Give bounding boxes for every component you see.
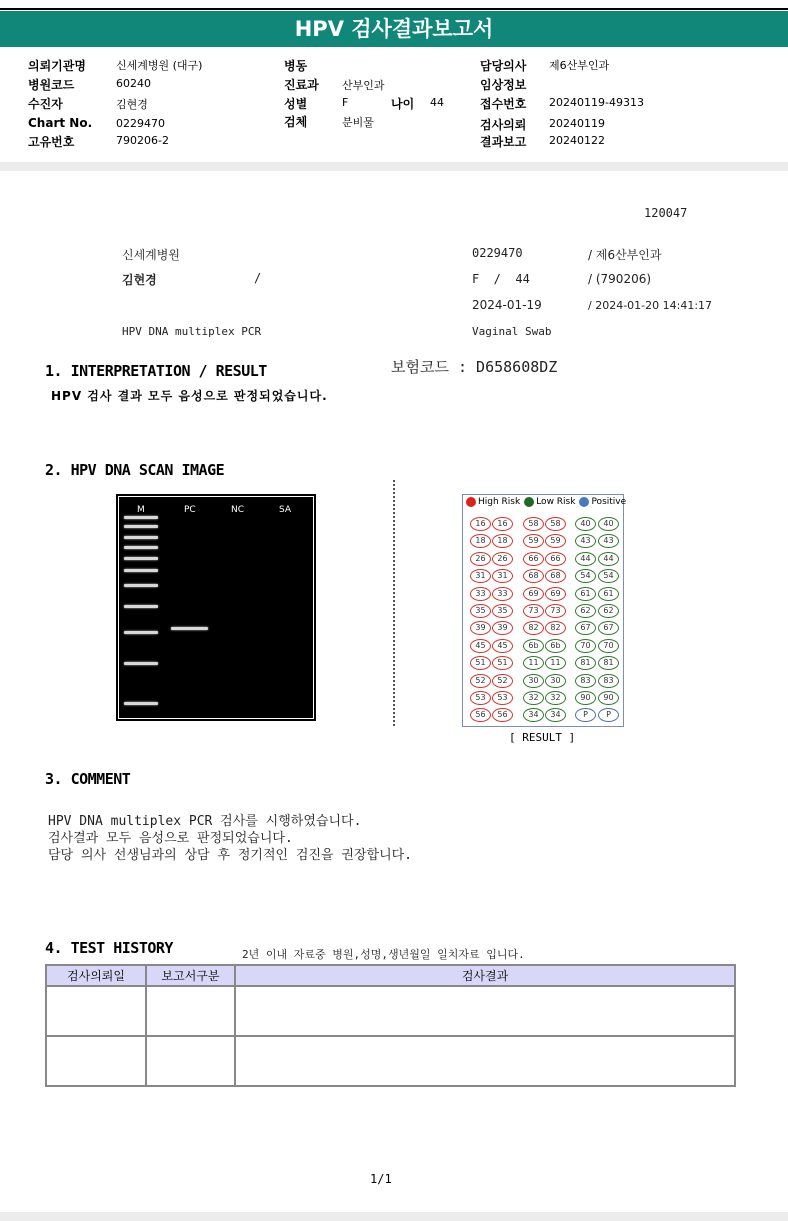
header-value: F xyxy=(342,96,349,109)
report-time: / 2024-01-20 14:41:17 xyxy=(588,299,713,312)
legend-label: Low Risk xyxy=(536,497,576,507)
hpv-type-cell: 43 xyxy=(598,534,619,548)
gel-lane-label: SA xyxy=(279,505,292,515)
hpv-type-cell: 16 xyxy=(470,517,491,531)
history-cell xyxy=(146,1036,235,1086)
hpv-type-cell: 70 xyxy=(598,639,619,653)
high-risk-dot-icon xyxy=(466,497,476,507)
marker-band xyxy=(124,605,158,608)
hpv-type-cell: 69 xyxy=(523,587,544,601)
hpv-type-cell: 33 xyxy=(492,587,513,601)
history-cell xyxy=(46,986,146,1036)
marker-band xyxy=(124,584,158,587)
section-comment-title: 3. COMMENT xyxy=(45,770,131,788)
header-value: 44 xyxy=(430,96,444,109)
sex-age: F / 44 xyxy=(472,272,530,286)
request-date: 2024-01-19 xyxy=(472,298,542,312)
department: / 제6산부인과 xyxy=(588,248,662,262)
header-value: 20240119 xyxy=(549,117,605,130)
pc-band xyxy=(171,627,208,630)
hpv-type-cell: 69 xyxy=(545,587,566,601)
header-value: 0229470 xyxy=(116,117,165,130)
insurance-code: 보험코드 : D658608DZ xyxy=(391,358,558,376)
hpv-type-cell: 39 xyxy=(470,621,491,635)
header-label: 병동 xyxy=(284,59,308,73)
specimen: Vaginal Swab xyxy=(472,325,552,338)
hpv-type-cell: 45 xyxy=(470,639,491,653)
hpv-type-cell: 31 xyxy=(470,569,491,583)
hpv-type-cell: 26 xyxy=(492,552,513,566)
hpv-type-cell: 53 xyxy=(470,691,491,705)
header-label: 접수번호 xyxy=(480,97,527,111)
hpv-type-cell: 83 xyxy=(598,674,619,688)
page-number: 1/1 xyxy=(370,1172,392,1186)
header-value: 김현경 xyxy=(116,98,148,111)
marker-band xyxy=(124,546,158,549)
hpv-type-cell: 35 xyxy=(470,604,491,618)
hpv-type-cell: 58 xyxy=(545,517,566,531)
hpv-type-cell: 6b xyxy=(545,639,566,653)
header-label: 나이 xyxy=(391,97,415,111)
header-label: 검사의뢰 xyxy=(480,118,527,132)
marker-band xyxy=(124,631,158,634)
hpv-type-cell: 32 xyxy=(523,691,544,705)
hpv-type-cell: 26 xyxy=(470,552,491,566)
history-cell xyxy=(46,1036,146,1086)
hpv-type-cell: 56 xyxy=(470,708,491,722)
marker-band xyxy=(124,557,158,560)
hpv-type-cell: 90 xyxy=(575,691,596,705)
gel-lane-label: M xyxy=(137,505,145,515)
table-row xyxy=(46,1036,735,1086)
header-label: 수진자 xyxy=(28,97,63,111)
hpv-type-cell: 11 xyxy=(523,656,544,670)
history-table xyxy=(45,964,736,1087)
hpv-type-cell: 35 xyxy=(492,604,513,618)
hpv-type-cell: 61 xyxy=(575,587,596,601)
marker-band xyxy=(124,516,158,519)
hpv-type-cell: 82 xyxy=(545,621,566,635)
history-header: 검사결과 xyxy=(235,965,735,986)
header-label: 진료과 xyxy=(284,78,319,92)
hpv-type-cell: 81 xyxy=(575,656,596,670)
hpv-type-cell: 67 xyxy=(575,621,596,635)
hpv-type-cell: 31 xyxy=(492,569,513,583)
low-risk-dot-icon xyxy=(524,497,534,507)
hospital-name: 신세계병원 xyxy=(122,248,180,262)
hpv-type-cell: 68 xyxy=(545,569,566,583)
header-label: 임상정보 xyxy=(480,78,527,92)
comment-line: HPV DNA multiplex PCR 검사를 시행하였습니다. xyxy=(48,814,362,829)
hpv-type-cell: 44 xyxy=(575,552,596,566)
hpv-type-cell: 43 xyxy=(575,534,596,548)
hpv-type-cell: 68 xyxy=(523,569,544,583)
header-value: 20240122 xyxy=(549,134,605,147)
header-label: 의뢰기관명 xyxy=(28,59,86,73)
table-row xyxy=(46,986,735,1036)
marker-band xyxy=(124,569,158,572)
footer-separator xyxy=(0,1212,788,1221)
title-top-rule xyxy=(0,8,788,10)
gel-lane-label: PC xyxy=(184,505,196,515)
chart-no: 0229470 xyxy=(472,246,523,260)
hpv-type-cell: 18 xyxy=(470,534,491,548)
hpv-type-cell: 70 xyxy=(575,639,596,653)
section-interpretation-title: 1. INTERPRETATION / RESULT xyxy=(45,362,267,380)
image-divider xyxy=(393,480,395,726)
history-note: 2년 이내 자료중 병원,성명,생년월일 일치자료 입니다. xyxy=(242,948,525,961)
hpv-type-cell: 54 xyxy=(598,569,619,583)
history-cell xyxy=(235,1036,735,1086)
hpv-type-cell: 34 xyxy=(545,708,566,722)
header-value: 산부인과 xyxy=(342,79,385,92)
section-history-title: 4. TEST HISTORY xyxy=(45,939,173,957)
comment-line: 담당 의사 선생님과의 상담 후 정기적인 검진을 권장합니다. xyxy=(48,848,413,863)
legend-high-risk xyxy=(466,497,520,507)
hpv-type-cell: 16 xyxy=(492,517,513,531)
hpv-type-cell: 62 xyxy=(598,604,619,618)
hpv-type-cell: 40 xyxy=(598,517,619,531)
hpv-type-cell: 52 xyxy=(470,674,491,688)
header-value: 790206-2 xyxy=(116,134,169,147)
hpv-type-cell: 59 xyxy=(545,534,566,548)
hpv-type-cell: 11 xyxy=(545,656,566,670)
report-title: HPV 검사결과보고서 xyxy=(0,11,788,47)
hpv-type-cell: 53 xyxy=(492,691,513,705)
interpretation-text: HPV 검사 결과 모두 음성으로 판정되었습니다. xyxy=(51,389,328,403)
hpv-type-cell: 44 xyxy=(598,552,619,566)
hpv-type-cell: 6b xyxy=(523,639,544,653)
history-header: 보고서구분 xyxy=(146,965,235,986)
hpv-type-cell: 58 xyxy=(523,517,544,531)
legend-label: High Risk xyxy=(478,497,521,507)
header-label: 병원코드 xyxy=(28,78,75,92)
positive-dot-icon xyxy=(579,497,589,507)
name-slash: / xyxy=(254,271,262,285)
result-legend xyxy=(466,497,630,507)
header-label: 검체 xyxy=(284,115,308,129)
hpv-type-cell: 18 xyxy=(492,534,513,548)
marker-band xyxy=(124,662,158,665)
hpv-type-cell: 90 xyxy=(598,691,619,705)
header-label: 고유번호 xyxy=(28,135,75,149)
hpv-type-cell: 56 xyxy=(492,708,513,722)
header-value: 20240119-49313 xyxy=(549,96,644,109)
legend-positive xyxy=(579,497,626,507)
hpv-type-cell: 51 xyxy=(492,656,513,670)
marker-band xyxy=(124,536,158,539)
header-label: 성별 xyxy=(284,97,308,111)
patient-name: 김현경 xyxy=(122,273,157,287)
hpv-type-cell: 54 xyxy=(575,569,596,583)
header-separator xyxy=(0,162,788,171)
comment-line: 검사결과 모두 음성으로 판정되었습니다. xyxy=(48,831,293,846)
history-header: 검사의뢰일 xyxy=(46,965,146,986)
hpv-type-cell: 30 xyxy=(523,674,544,688)
header-value: 신세계병원 (대구) xyxy=(116,59,203,72)
hpv-type-cell: 66 xyxy=(523,552,544,566)
hpv-type-cell: 33 xyxy=(470,587,491,601)
hpv-type-cell: 59 xyxy=(523,534,544,548)
hpv-type-cell: 83 xyxy=(575,674,596,688)
history-cell xyxy=(146,986,235,1036)
hpv-type-cell: 52 xyxy=(492,674,513,688)
hpv-type-cell: 67 xyxy=(598,621,619,635)
section-scan-image-title: 2. HPV DNA SCAN IMAGE xyxy=(45,461,225,479)
marker-band xyxy=(124,525,158,528)
hpv-type-cell: 51 xyxy=(470,656,491,670)
hpv-type-cell: 82 xyxy=(523,621,544,635)
gel-lane-label: NC xyxy=(231,505,245,515)
hpv-type-cell: 32 xyxy=(545,691,566,705)
hpv-type-cell: 34 xyxy=(523,708,544,722)
legend-label: Positive xyxy=(591,497,627,507)
hpv-type-cell: 45 xyxy=(492,639,513,653)
hpv-type-cell: 61 xyxy=(598,587,619,601)
birth-date: / (790206) xyxy=(588,272,652,286)
hpv-type-cell: 66 xyxy=(545,552,566,566)
result-caption: [ RESULT ] xyxy=(509,731,576,744)
header-label: 담당의사 xyxy=(480,59,527,73)
legend-low-risk xyxy=(524,497,575,507)
hpv-type-cell: P xyxy=(598,708,619,722)
hpv-type-cell: 62 xyxy=(575,604,596,618)
header-value: 분비물 xyxy=(342,116,374,129)
report-code: 120047 xyxy=(644,206,688,220)
hpv-type-cell: 73 xyxy=(545,604,566,618)
hpv-type-cell: 40 xyxy=(575,517,596,531)
test-name: HPV DNA multiplex PCR xyxy=(122,325,262,338)
history-cell xyxy=(235,986,735,1036)
marker-band xyxy=(124,702,158,705)
header-value: 60240 xyxy=(116,77,151,90)
header-label: Chart No. xyxy=(28,116,93,130)
header-value: 제6산부인과 xyxy=(549,59,610,72)
hpv-type-cell: 30 xyxy=(545,674,566,688)
header-label: 결과보고 xyxy=(480,135,527,149)
hpv-type-cell: 39 xyxy=(492,621,513,635)
hpv-type-cell: P xyxy=(575,708,596,722)
hpv-type-cell: 81 xyxy=(598,656,619,670)
hpv-type-cell: 73 xyxy=(523,604,544,618)
